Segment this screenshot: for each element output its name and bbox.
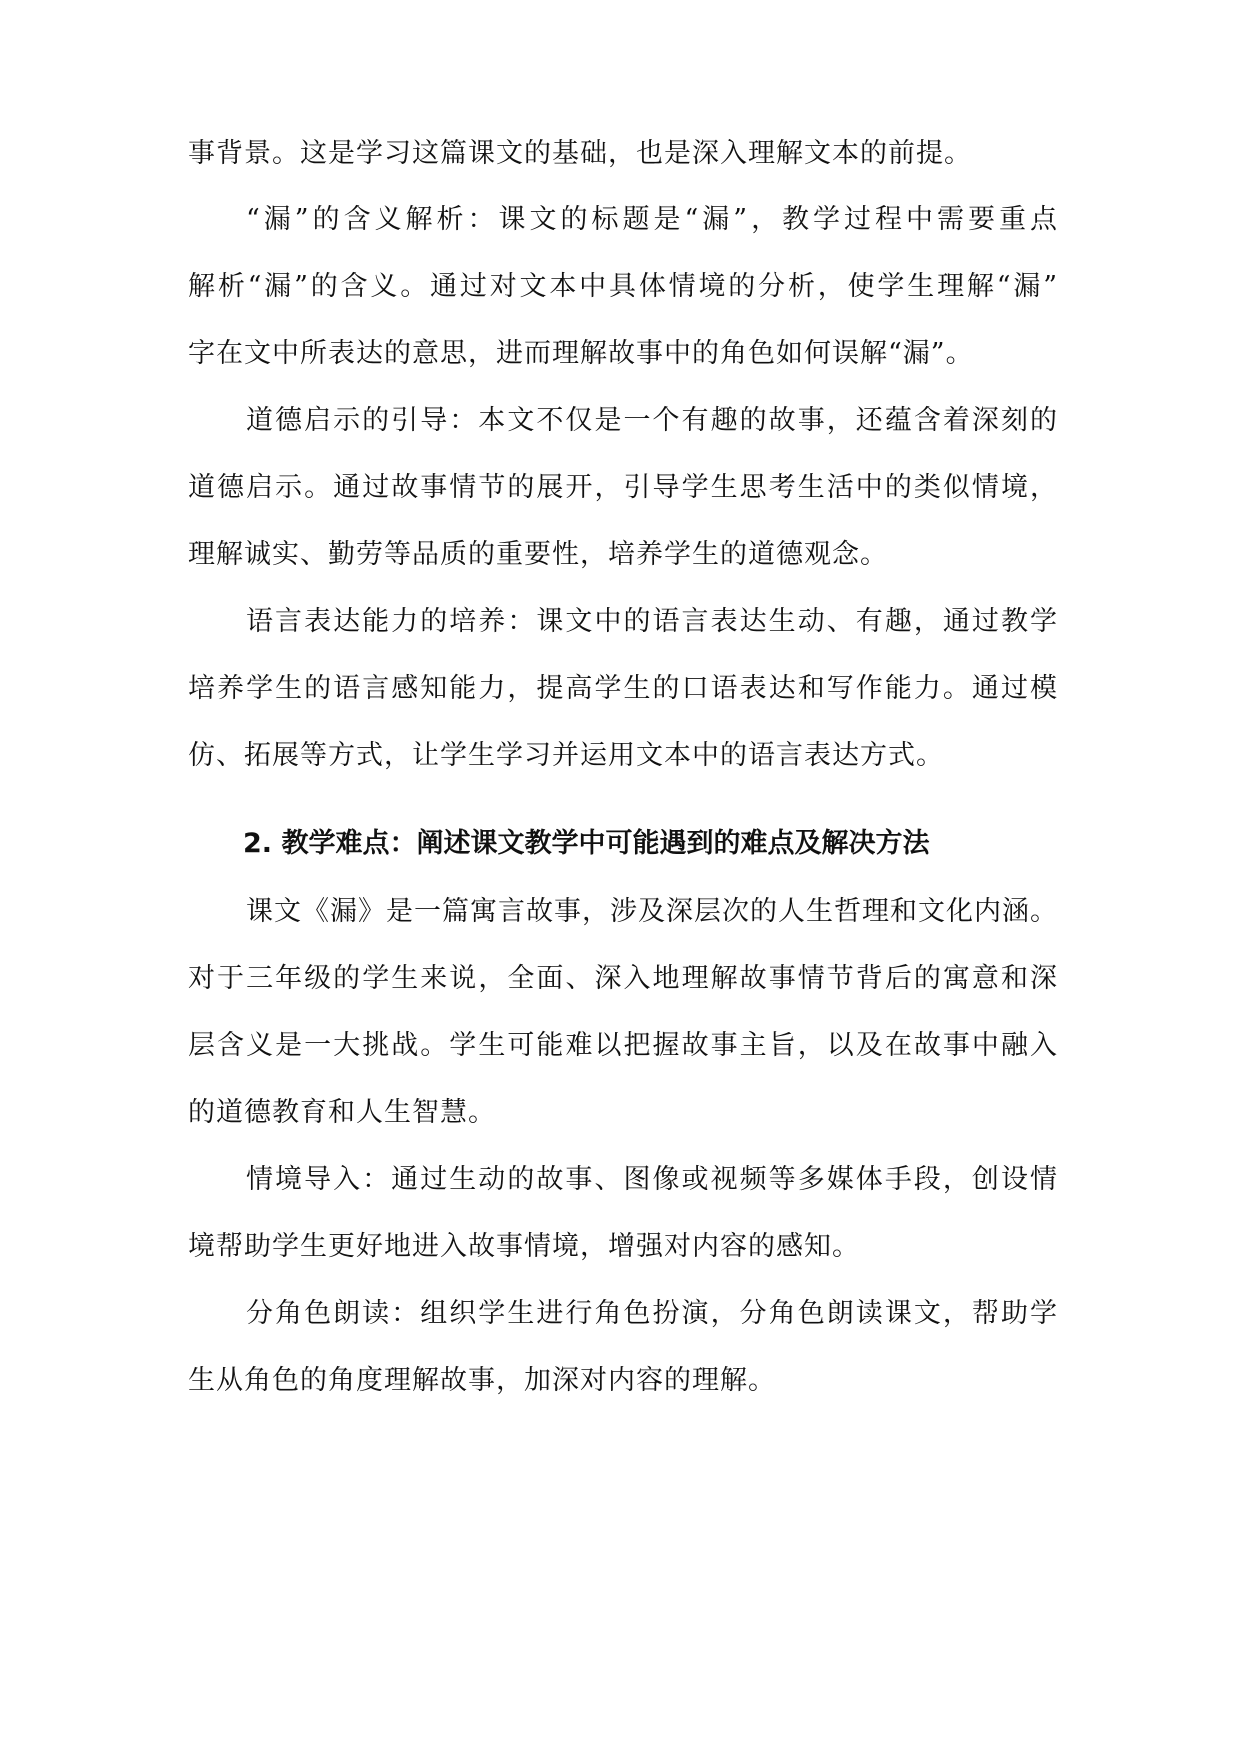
text-line: 道德启示。通过故事情节的展开，引导学生思考生活中的类似情境，	[188, 472, 1058, 503]
text-line: 课文《漏》是一篇寓言故事，涉及深层次的人生哲理和文化内涵。	[246, 896, 1058, 927]
text-line: 的道德教育和人生智慧。	[188, 1097, 496, 1128]
text-line: 对于三年级的学生来说，全面、深入地理解故事情节背后的寓意和深	[188, 963, 1058, 994]
text-line: 层含义是一大挑战。学生可能难以把握故事主旨，以及在故事中融入	[188, 1030, 1058, 1061]
text-line: 培养学生的语言感知能力，提高学生的口语表达和写作能力。通过模	[188, 673, 1058, 704]
text-line: 生从角色的角度理解故事，加深对内容的理解。	[188, 1365, 776, 1396]
text-line: 道德启示的引导：本文不仅是一个有趣的故事，还蕴含着深刻的	[246, 405, 1058, 436]
text-line: 境帮助学生更好地进入故事情境，增强对内容的感知。	[188, 1231, 860, 1262]
text-line: 字在文中所表达的意思，进而理解故事中的角色如何误解“漏”。	[188, 338, 974, 369]
text-line: 仿、拓展等方式，让学生学习并运用文本中的语言表达方式。	[188, 740, 944, 771]
text-line: 分角色朗读：组织学生进行角色扮演，分角色朗读课文，帮助学	[246, 1298, 1058, 1329]
section-heading: 2. 教学难点：阐述课文教学中可能遇到的难点及解决方法	[243, 828, 930, 859]
text-line: 事背景。这是学习这篇课文的基础，也是深入理解文本的前提。	[188, 138, 972, 169]
text-line: 情境导入：通过生动的故事、图像或视频等多媒体手段，创设情	[246, 1164, 1058, 1195]
text-line: 解析“漏”的含义。通过对文本中具体情境的分析，使学生理解“漏”	[188, 271, 1058, 302]
text-line: 语言表达能力的培养：课文中的语言表达生动、有趣，通过教学	[246, 606, 1058, 637]
text-line: 理解诚实、勤劳等品质的重要性，培养学生的道德观念。	[188, 539, 888, 570]
text-line: “漏”的含义解析：课文的标题是“漏”，教学过程中需要重点	[246, 204, 1058, 235]
